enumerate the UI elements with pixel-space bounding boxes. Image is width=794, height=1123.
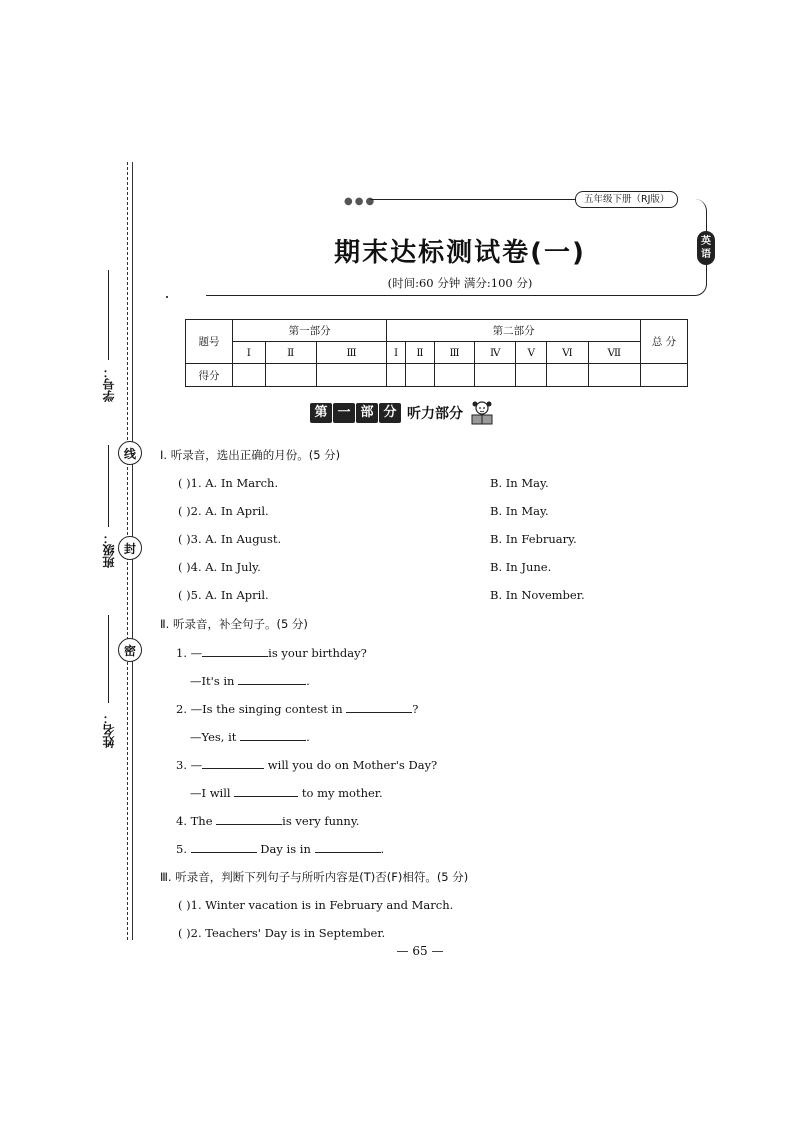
s2-l8-prefix: 5. <box>176 842 187 856</box>
answer-blank[interactable] <box>234 785 298 797</box>
name-label: 姓名： <box>102 712 116 748</box>
s1-item2-right: B. In May. <box>490 504 549 518</box>
score-table <box>185 319 688 387</box>
girl-reading-icon <box>467 399 497 427</box>
section3-heading: Ⅲ. 听录音，判断下列句子与所听内容是(T)否(F)相符。(5 分) <box>160 870 469 884</box>
score-cell[interactable] <box>265 364 316 387</box>
s1-item3-right: B. In February. <box>490 532 577 546</box>
s2-line7 <box>176 813 359 828</box>
answer-blank[interactable] <box>202 757 264 769</box>
s2-l4-prefix: —Yes, it <box>190 730 237 744</box>
col-p1-1: Ⅰ <box>233 342 266 364</box>
col-p1-3: Ⅲ <box>316 342 386 364</box>
s1-item3-left: ( )3. A. In August. <box>178 532 282 546</box>
s2-line2 <box>190 673 310 688</box>
s1-item4-right: B. In June. <box>490 560 552 574</box>
banner-text: 听力部分 <box>407 406 463 422</box>
s2-l5-prefix: 3. — <box>176 758 203 772</box>
s2-l6-suffix: to my mother. <box>301 786 383 800</box>
part2-header: 第二部分 <box>387 320 641 342</box>
name-rule <box>108 615 109 703</box>
col-p2-1: Ⅰ <box>387 342 406 364</box>
s2-l2-suffix: . <box>306 674 310 688</box>
s2-l7-prefix: 4. The <box>176 814 213 828</box>
score-cell[interactable] <box>435 364 475 387</box>
class-rule <box>108 445 109 527</box>
exam-title: 期末达标测试卷(一) <box>334 238 586 268</box>
section2-heading: Ⅱ. 听录音，补全句子。(5 分) <box>160 617 308 631</box>
header-small-dot <box>166 296 168 298</box>
answer-blank[interactable] <box>216 813 282 825</box>
s1-item2-left: ( )2. A. In April. <box>178 504 269 518</box>
s2-l8-middle: Day is in <box>260 842 311 856</box>
banner-char-1: 第 <box>310 403 332 423</box>
s2-l4-suffix: . <box>306 730 310 744</box>
score-cell[interactable] <box>387 364 406 387</box>
s2-line4 <box>190 729 310 744</box>
answer-blank[interactable] <box>191 841 257 853</box>
score-cell[interactable] <box>547 364 589 387</box>
col-p2-4: Ⅳ <box>475 342 516 364</box>
seal-line-mark: 线 <box>118 441 142 465</box>
s2-l1-suffix: is your birthday? <box>268 646 367 660</box>
col-p1-2: Ⅱ <box>265 342 316 364</box>
page-number: — 65 — <box>396 944 444 958</box>
s3-item2: ( )2. Teachers' Day is in September. <box>178 926 386 940</box>
section-banner <box>310 400 497 426</box>
header-dots: ●●● <box>344 196 377 207</box>
s1-item1-right: B. In May. <box>490 476 549 490</box>
section1-heading: Ⅰ. 听录音，选出正确的月份。(5 分) <box>160 448 341 462</box>
s2-line5 <box>176 757 437 772</box>
s2-l7-suffix: is very funny. <box>282 814 360 828</box>
score-cell[interactable] <box>475 364 516 387</box>
col-p2-3: Ⅲ <box>435 342 475 364</box>
s1-item1-left: ( )1. A. In March. <box>178 476 279 490</box>
s2-line3 <box>176 701 418 716</box>
col-p2-6: Ⅵ <box>547 342 589 364</box>
exam-subtitle: (时间:60 分钟 满分:100 分) <box>387 276 533 290</box>
score-cell[interactable] <box>316 364 386 387</box>
col-p2-7: Ⅶ <box>588 342 640 364</box>
s2-line6 <box>190 785 383 800</box>
s2-line8 <box>176 841 384 856</box>
s2-l5-suffix: will you do on Mother's Day? <box>267 758 438 772</box>
s2-l1-prefix: 1. — <box>176 646 203 660</box>
answer-blank[interactable] <box>315 841 381 853</box>
col-p2-5: Ⅴ <box>516 342 547 364</box>
s1-item5-left: ( )5. A. In April. <box>178 588 269 602</box>
s3-item1: ( )1. Winter vacation is in February and March. <box>178 898 454 912</box>
subject-pill <box>697 231 715 265</box>
banner-char-2: 一 <box>333 403 355 423</box>
answer-blank[interactable] <box>238 673 306 685</box>
total-score-cell[interactable] <box>641 364 688 387</box>
s2-l3-prefix: 2. —Is the singing contest in <box>176 702 343 716</box>
answer-blank[interactable] <box>240 729 306 741</box>
seal-seal-mark: 封 <box>118 536 142 560</box>
s2-l2-prefix: —It's in <box>190 674 235 688</box>
s2-l3-suffix: ? <box>412 702 419 716</box>
s2-l8-suffix: . <box>380 842 385 856</box>
row-label-no: 题号 <box>186 320 233 364</box>
student-no-label: 学号： <box>102 366 116 402</box>
student-no-rule <box>108 270 109 360</box>
seal-secret-mark: 密 <box>118 638 142 662</box>
score-cell[interactable] <box>405 364 434 387</box>
s1-item4-left: ( )4. A. In July. <box>178 560 261 574</box>
banner-char-4: 分 <box>379 403 401 423</box>
score-cell[interactable] <box>588 364 640 387</box>
grade-badge: 五年级下册（RJ版） <box>575 191 678 208</box>
row-label-score: 得分 <box>186 364 233 387</box>
score-cell[interactable] <box>233 364 266 387</box>
answer-blank[interactable] <box>346 701 412 713</box>
s2-l6-prefix: —I will <box>190 786 231 800</box>
subject-bottom: 语 <box>701 249 711 260</box>
part1-header: 第一部分 <box>233 320 387 342</box>
score-cell[interactable] <box>516 364 547 387</box>
col-p2-2: Ⅱ <box>405 342 434 364</box>
s2-line1 <box>176 645 367 660</box>
subject-top: 英 <box>701 236 711 247</box>
class-label: 班级： <box>102 532 116 568</box>
banner-char-3: 部 <box>356 403 378 423</box>
total-header: 总 分 <box>641 320 688 364</box>
s1-item5-right: B. In November. <box>490 588 585 602</box>
answer-blank[interactable] <box>202 645 268 657</box>
